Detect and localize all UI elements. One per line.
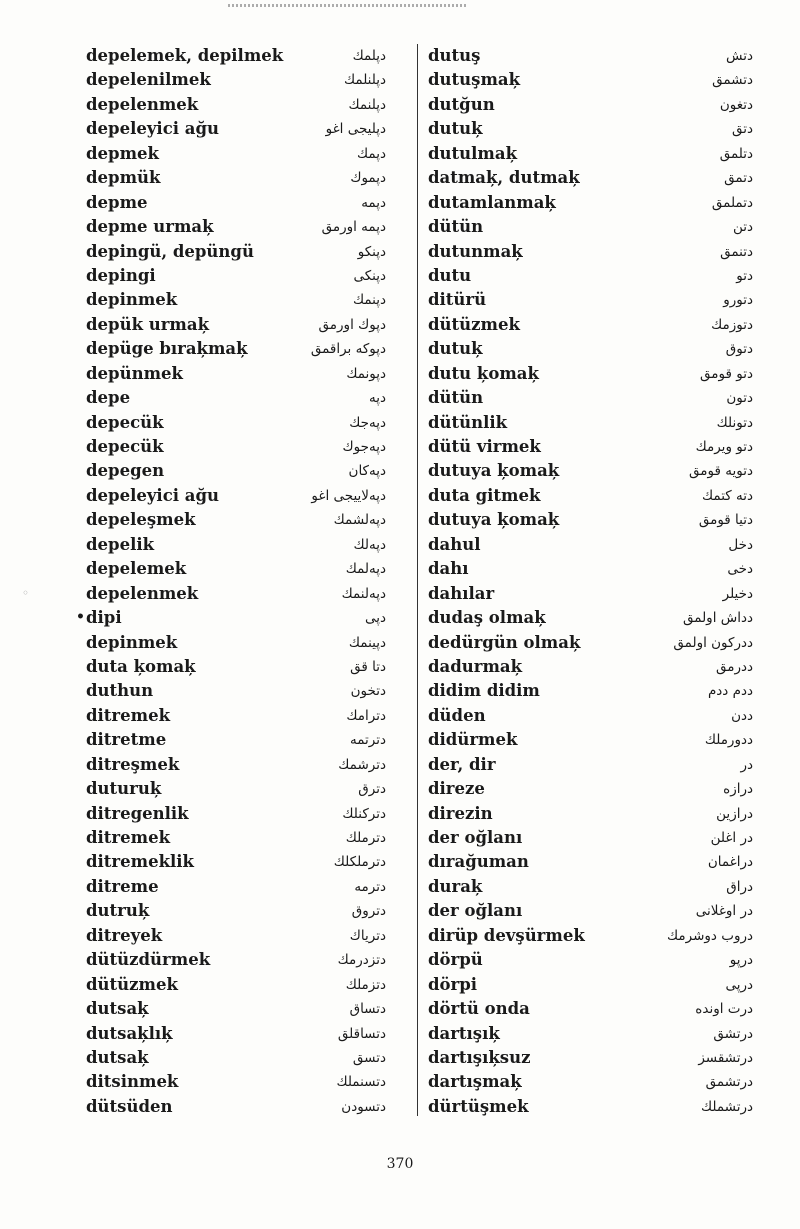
entry-transliteration: dutamlanmaķ <box>428 192 556 212</box>
entry-transliteration: depüge bıraķmaķ <box>86 339 248 359</box>
entry-ottoman-script: دپلمك <box>352 48 386 64</box>
dictionary-entry <box>86 288 386 312</box>
dictionary-entry <box>428 533 753 557</box>
entry-transliteration: dutsaķlıķ <box>86 1023 173 1043</box>
entry-transliteration: depeleyici ağu <box>86 485 219 505</box>
dictionary-entry <box>86 93 386 117</box>
dictionary-entry <box>86 142 386 166</box>
dictionary-entry <box>86 582 386 606</box>
dictionary-entry <box>86 411 386 435</box>
entry-ottoman-script: دترياك <box>349 927 386 944</box>
entry-ottoman-script: دپه‌لشمك <box>333 512 386 529</box>
entry-ottoman-script: درازين <box>716 805 753 822</box>
entry-ottoman-script: دخيلر <box>722 585 753 602</box>
dictionary-entry <box>86 215 386 239</box>
entry-transliteration: dütü virmek <box>428 437 541 456</box>
entry-transliteration: dahı <box>428 559 469 579</box>
dictionary-entry <box>428 655 753 679</box>
column-divider <box>417 44 418 1116</box>
entry-ottoman-script: دتا قق <box>350 658 386 675</box>
entry-ottoman-script: ددورملك <box>704 732 753 749</box>
entry-transliteration: dutuķ <box>428 119 483 139</box>
dictionary-entry <box>86 948 386 972</box>
entry-transliteration: depük urmaķ <box>86 314 210 334</box>
entry-ottoman-script: دتون <box>726 390 753 407</box>
entry-ottoman-script: دروب دوشرمك <box>667 927 753 944</box>
dictionary-entry <box>86 655 386 679</box>
entry-transliteration: dahul <box>428 534 481 554</box>
entry-ottoman-script: دپلنلمك <box>344 72 386 89</box>
right-column <box>428 44 753 1119</box>
entry-transliteration: duraķ <box>428 876 483 896</box>
entry-ottoman-script: درازه <box>723 781 753 798</box>
entry-transliteration: dutunmaķ <box>428 241 523 261</box>
entry-transliteration: dütün <box>428 217 484 237</box>
entry-transliteration: datmaķ, dutmaķ <box>428 168 580 188</box>
dictionary-entry <box>428 948 753 972</box>
entry-transliteration: ditürü <box>428 290 487 310</box>
dictionary-entry <box>428 337 753 361</box>
entry-ottoman-script: دته كتمك <box>702 487 753 504</box>
entry-ottoman-script: دپى <box>364 610 386 627</box>
entry-transliteration: didürmek <box>428 730 518 750</box>
entry-transliteration: dedürgün olmaķ <box>428 632 581 652</box>
entry-transliteration: depinmek <box>86 290 178 310</box>
dictionary-entry <box>428 411 753 435</box>
entry-ottoman-script: دپه‌لاييجى اغو <box>311 487 386 504</box>
entry-transliteration: dutsaķ <box>86 1047 149 1067</box>
entry-transliteration: dörpi <box>428 974 478 994</box>
entry-transliteration: dartışmaķ <box>428 1072 522 1092</box>
entry-ottoman-script: دراق <box>726 878 753 895</box>
entry-transliteration: dutuş <box>428 46 481 65</box>
entry-ottoman-script: دتونلك <box>716 414 753 431</box>
dictionary-entry <box>86 1095 386 1119</box>
entry-ottoman-script: دتو قومق <box>700 365 753 382</box>
entry-ottoman-script: دترملك <box>345 830 386 846</box>
entry-transliteration: dutuya ķomaķ <box>428 510 560 530</box>
entry-ottoman-script: دتسنملك <box>336 1074 386 1091</box>
dictionary-entry <box>428 117 753 141</box>
entry-transliteration: dütüzmek <box>86 974 178 994</box>
dictionary-entry <box>428 435 753 459</box>
entry-ottoman-script: دتسق <box>352 1049 386 1066</box>
entry-transliteration: depingi <box>86 265 156 285</box>
entry-transliteration: ditremeklik <box>86 852 194 872</box>
entry-transliteration: ditretme <box>86 730 167 750</box>
dictionary-entry <box>86 728 386 752</box>
dictionary-entry <box>428 240 753 264</box>
entry-transliteration: duta gitmek <box>428 485 541 505</box>
entry-transliteration: depeleyici ağu <box>86 119 219 139</box>
dictionary-entry <box>86 557 386 581</box>
entry-ottoman-script: دتزملك <box>345 976 386 993</box>
entry-transliteration: dörpü <box>428 950 483 970</box>
page-number: 370 <box>386 1156 414 1172</box>
dictionary-entry <box>428 728 753 752</box>
dictionary-entry <box>428 93 753 117</box>
entry-ottoman-script: دپمه اورمق <box>321 219 386 236</box>
entry-transliteration: dürtüşmek <box>428 1096 529 1116</box>
entry-ottoman-script: دپه‌جوك <box>342 439 386 455</box>
entry-ottoman-script: دتنمق <box>720 243 753 260</box>
dictionary-entry <box>86 606 386 630</box>
entry-transliteration: dütün <box>428 388 484 408</box>
dictionary-entry <box>428 679 753 703</box>
entry-transliteration: ditregenlik <box>86 803 189 823</box>
entry-ottoman-script: دپنمك <box>352 292 386 309</box>
entry-ottoman-script: ددن <box>731 707 753 724</box>
entry-ottoman-script: دپنكو <box>357 243 386 260</box>
dictionary-entry <box>86 68 386 92</box>
entry-ottoman-script: دتوق <box>725 341 753 358</box>
dictionary-entry <box>86 679 386 703</box>
entry-ottoman-script: دپوكه براقمق <box>310 341 386 358</box>
entry-ottoman-script: دتورو <box>723 292 753 309</box>
entry-transliteration: ditremek <box>86 828 171 847</box>
entry-ottoman-script: دتخون <box>350 683 386 700</box>
entry-ottoman-script: دتغون <box>719 96 753 113</box>
dictionary-entry <box>428 313 753 337</box>
entry-ottoman-script: دترملكلك <box>333 854 386 871</box>
entry-transliteration: depinmek <box>86 632 178 652</box>
dictionary-entry <box>86 704 386 728</box>
entry-ottoman-script: دتشمق <box>712 72 753 89</box>
entry-transliteration: der oğlanı <box>428 828 523 847</box>
entry-transliteration: depünmek <box>86 363 183 383</box>
entry-transliteration: depegen <box>86 461 165 481</box>
entry-ottoman-script: دتسودن <box>341 1098 386 1115</box>
entry-transliteration: depmük <box>86 168 161 188</box>
dictionary-entry <box>428 191 753 215</box>
entry-transliteration: depe <box>86 388 131 408</box>
dictionary-entry <box>86 1046 386 1070</box>
entry-transliteration: dudaş olmaķ <box>428 608 546 628</box>
dictionary-entry <box>86 826 386 850</box>
dictionary-entry <box>428 875 753 899</box>
dictionary-entry <box>86 924 386 948</box>
left-column <box>86 44 386 1119</box>
entry-ottoman-script: درت اونده <box>695 1001 753 1018</box>
entry-transliteration: dutuya ķomaķ <box>428 461 560 481</box>
entry-ottoman-script: درتشق <box>713 1025 753 1042</box>
dictionary-entry <box>428 973 753 997</box>
dictionary-entry <box>86 1070 386 1094</box>
dictionary-entry <box>428 288 753 312</box>
entry-ottoman-script: دتلمق <box>719 145 753 162</box>
entry-transliteration: dutruķ <box>86 901 150 921</box>
entry-ottoman-script: دپونمك <box>346 365 386 382</box>
entry-ottoman-script: دترشمك <box>338 756 386 773</box>
entry-ottoman-script: در <box>740 756 753 773</box>
entry-transliteration: ditreşmek <box>86 754 180 774</box>
entry-ottoman-script: درپى <box>725 976 753 993</box>
dictionary-entry <box>86 459 386 483</box>
dictionary-entry <box>428 924 753 948</box>
dictionary-entry <box>86 533 386 557</box>
dictionary-entry <box>86 191 386 215</box>
entry-transliteration: depelemek, depilmek <box>86 46 284 65</box>
dictionary-entry <box>86 899 386 923</box>
entry-transliteration: direze <box>428 779 485 799</box>
entry-transliteration: dartışıķ <box>428 1023 500 1043</box>
dictionary-entry <box>428 508 753 532</box>
dictionary-entry <box>428 142 753 166</box>
entry-ottoman-script: دپينمك <box>348 634 386 651</box>
entry-transliteration: der, dir <box>428 754 496 774</box>
entry-transliteration: dütsüden <box>86 1096 173 1116</box>
dictionary-entry <box>428 362 753 386</box>
entry-ottoman-script: در اوغلانى <box>695 903 753 920</box>
dictionary-entry <box>86 44 386 68</box>
entry-transliteration: ditsinmek <box>86 1072 179 1092</box>
entry-ottoman-script: دترمه <box>354 878 386 895</box>
entry-ottoman-script: دتيا قومق <box>698 512 753 529</box>
dictionary-entry <box>428 826 753 850</box>
bleed-through-mark-icon: ◦ <box>22 586 30 600</box>
dictionary-entry <box>428 1095 753 1119</box>
entry-ottoman-script: دتمق <box>724 170 753 187</box>
entry-ottoman-script: دتويه قومق <box>689 463 753 480</box>
dictionary-entry <box>428 997 753 1021</box>
entry-ottoman-script: دتش <box>726 48 753 64</box>
entry-transliteration: ditremek <box>86 705 171 725</box>
dictionary-entry <box>428 777 753 801</box>
dictionary-entry <box>428 1070 753 1094</box>
dictionary-entry <box>428 631 753 655</box>
entry-ottoman-script: دتملمق <box>711 194 753 211</box>
dictionary-entry <box>428 484 753 508</box>
entry-ottoman-script: دتن <box>732 219 753 236</box>
entry-transliteration: dadurmaķ <box>428 656 523 676</box>
entry-transliteration: der oğlanı <box>428 901 523 921</box>
entry-ottoman-script: دتركنلك <box>342 805 386 822</box>
entry-transliteration: depelenilmek <box>86 70 211 90</box>
dictionary-entry <box>86 997 386 1021</box>
entry-ottoman-script: درپو <box>729 952 753 969</box>
entry-transliteration: dutuşmaķ <box>428 70 521 90</box>
entry-ottoman-script: دتساق <box>349 1001 386 1018</box>
entry-ottoman-script: دترق <box>358 781 386 798</box>
entry-transliteration: depelemek <box>86 559 187 579</box>
entry-ottoman-script: دخى <box>727 561 753 578</box>
entry-transliteration: ditreyek <box>86 925 163 945</box>
dictionary-entry <box>86 508 386 532</box>
entry-ottoman-script: در اغلن <box>710 830 753 846</box>
entry-transliteration: dutu <box>428 265 472 285</box>
entry-ottoman-script: درتشمق <box>705 1074 753 1091</box>
entry-transliteration: duturuķ <box>86 779 162 799</box>
dictionary-entry <box>86 240 386 264</box>
dictionary-entry <box>428 459 753 483</box>
dictionary-entry <box>86 753 386 777</box>
entry-transliteration: dörtü onda <box>428 999 530 1019</box>
dictionary-entry <box>86 362 386 386</box>
dictionary-entry <box>86 850 386 874</box>
dictionary-entry <box>86 264 386 288</box>
entry-transliteration: depecük <box>86 437 164 456</box>
entry-transliteration: dartışıķsuz <box>428 1047 531 1067</box>
entry-transliteration: didim didim <box>428 681 540 701</box>
dictionary-entry <box>428 850 753 874</box>
dictionary-entry <box>428 166 753 190</box>
dictionary-entry <box>86 1022 386 1046</box>
entry-ottoman-script: دتزدرمك <box>337 952 386 969</box>
dictionary-entry <box>428 899 753 923</box>
dictionary-entry <box>86 802 386 826</box>
dictionary-entry <box>428 753 753 777</box>
dictionary-entry <box>428 44 753 68</box>
top-scan-rule <box>228 4 468 7</box>
entry-transliteration: dutğun <box>428 94 495 114</box>
entry-ottoman-script: دتوزمك <box>711 316 753 333</box>
dictionary-entry <box>428 386 753 410</box>
entry-transliteration: duta ķomaķ <box>86 656 196 676</box>
entry-transliteration: direzin <box>428 803 493 823</box>
dictionary-entry <box>86 337 386 361</box>
entry-ottoman-script: دراغمان <box>707 854 753 871</box>
dictionary-entry <box>428 1022 753 1046</box>
entry-ottoman-script: درتشقسز <box>698 1049 753 1066</box>
dictionary-entry <box>428 68 753 92</box>
entry-ottoman-script: دتق <box>731 121 753 138</box>
entry-ottoman-script: دپه‌جك <box>349 414 386 431</box>
entry-transliteration: dutuķ <box>428 339 483 359</box>
entry-ottoman-script: دپوك اورمق <box>318 316 386 333</box>
entry-ottoman-script: دخل <box>728 536 753 553</box>
entry-ottoman-script: دداش اولمق <box>683 610 753 627</box>
entry-transliteration: dütünlik <box>428 412 508 432</box>
entry-ottoman-script: ددركون اولمق <box>673 634 753 651</box>
dictionary-entry <box>428 582 753 606</box>
dictionary-entry <box>428 215 753 239</box>
margin-mark-icon: • <box>76 609 85 625</box>
dictionary-entry <box>428 557 753 581</box>
entry-ottoman-script: دتروق <box>351 903 386 920</box>
entry-transliteration: depme <box>86 192 148 212</box>
dictionary-entry <box>428 606 753 630</box>
entry-ottoman-script: دپه <box>368 390 386 407</box>
entry-transliteration: dutsaķ <box>86 999 149 1019</box>
dictionary-entry <box>86 435 386 459</box>
entry-transliteration: ditreme <box>86 876 159 896</box>
entry-transliteration: dutu ķomaķ <box>428 363 539 383</box>
entry-ottoman-script: دپمه <box>361 194 386 211</box>
entry-ottoman-script: دپمك <box>357 145 386 162</box>
entry-transliteration: dutulmaķ <box>428 143 518 163</box>
entry-ottoman-script: دتساقلق <box>337 1025 386 1042</box>
entry-transliteration: depelik <box>86 534 155 554</box>
dictionary-entry <box>428 264 753 288</box>
dictionary-entry <box>428 802 753 826</box>
entry-transliteration: dahılar <box>428 583 495 603</box>
entry-transliteration: depeleşmek <box>86 510 196 530</box>
dictionary-entry <box>86 166 386 190</box>
entry-ottoman-script: دپه‌لمك <box>345 561 386 578</box>
entry-ottoman-script: درتشملك <box>701 1098 753 1115</box>
entry-ottoman-script: ددرمق <box>715 658 753 675</box>
dictionary-entry <box>86 777 386 801</box>
dictionary-entry <box>86 973 386 997</box>
entry-transliteration: depmek <box>86 143 159 163</box>
entry-ottoman-script: دترامك <box>346 707 386 724</box>
dictionary-entry <box>428 1046 753 1070</box>
entry-ottoman-script: دپه‌كان <box>348 463 386 480</box>
entry-transliteration: duthun <box>86 681 154 701</box>
entry-transliteration: depme urmaķ <box>86 217 214 237</box>
entry-ottoman-script: دپنكى <box>353 267 386 284</box>
entry-ottoman-script: دپليجى اغو <box>325 121 386 138</box>
dictionary-entry <box>86 117 386 141</box>
dictionary-entry <box>86 875 386 899</box>
entry-ottoman-script: دپلنمك <box>348 96 386 113</box>
entry-transliteration: dipi <box>86 608 122 628</box>
entry-transliteration: depingü, depüngü <box>86 241 254 261</box>
entry-ottoman-script: دپه‌لنمك <box>341 585 386 602</box>
dictionary-entry <box>86 386 386 410</box>
entry-transliteration: dütüzdürmek <box>86 950 211 970</box>
entry-transliteration: düden <box>428 705 486 725</box>
entry-transliteration: depelenmek <box>86 583 199 603</box>
entry-transliteration: dırağuman <box>428 852 529 872</box>
entry-transliteration: depecük <box>86 412 164 432</box>
entry-ottoman-script: دترتمه <box>349 732 386 749</box>
dictionary-entry <box>86 484 386 508</box>
entry-ottoman-script: دپموك <box>350 170 386 187</box>
entry-ottoman-script: ددم ددم <box>707 683 753 700</box>
dictionary-entry <box>86 313 386 337</box>
dictionary-entry <box>86 631 386 655</box>
entry-transliteration: depelenmek <box>86 94 199 114</box>
entry-ottoman-script: دتو ويرمك <box>695 439 753 455</box>
entry-transliteration: dütüzmek <box>428 314 520 334</box>
entry-transliteration: dirüp devşürmek <box>428 925 585 945</box>
entry-ottoman-script: دپه‌لك <box>353 536 386 553</box>
dictionary-entry <box>428 704 753 728</box>
entry-ottoman-script: دتو <box>736 267 753 284</box>
